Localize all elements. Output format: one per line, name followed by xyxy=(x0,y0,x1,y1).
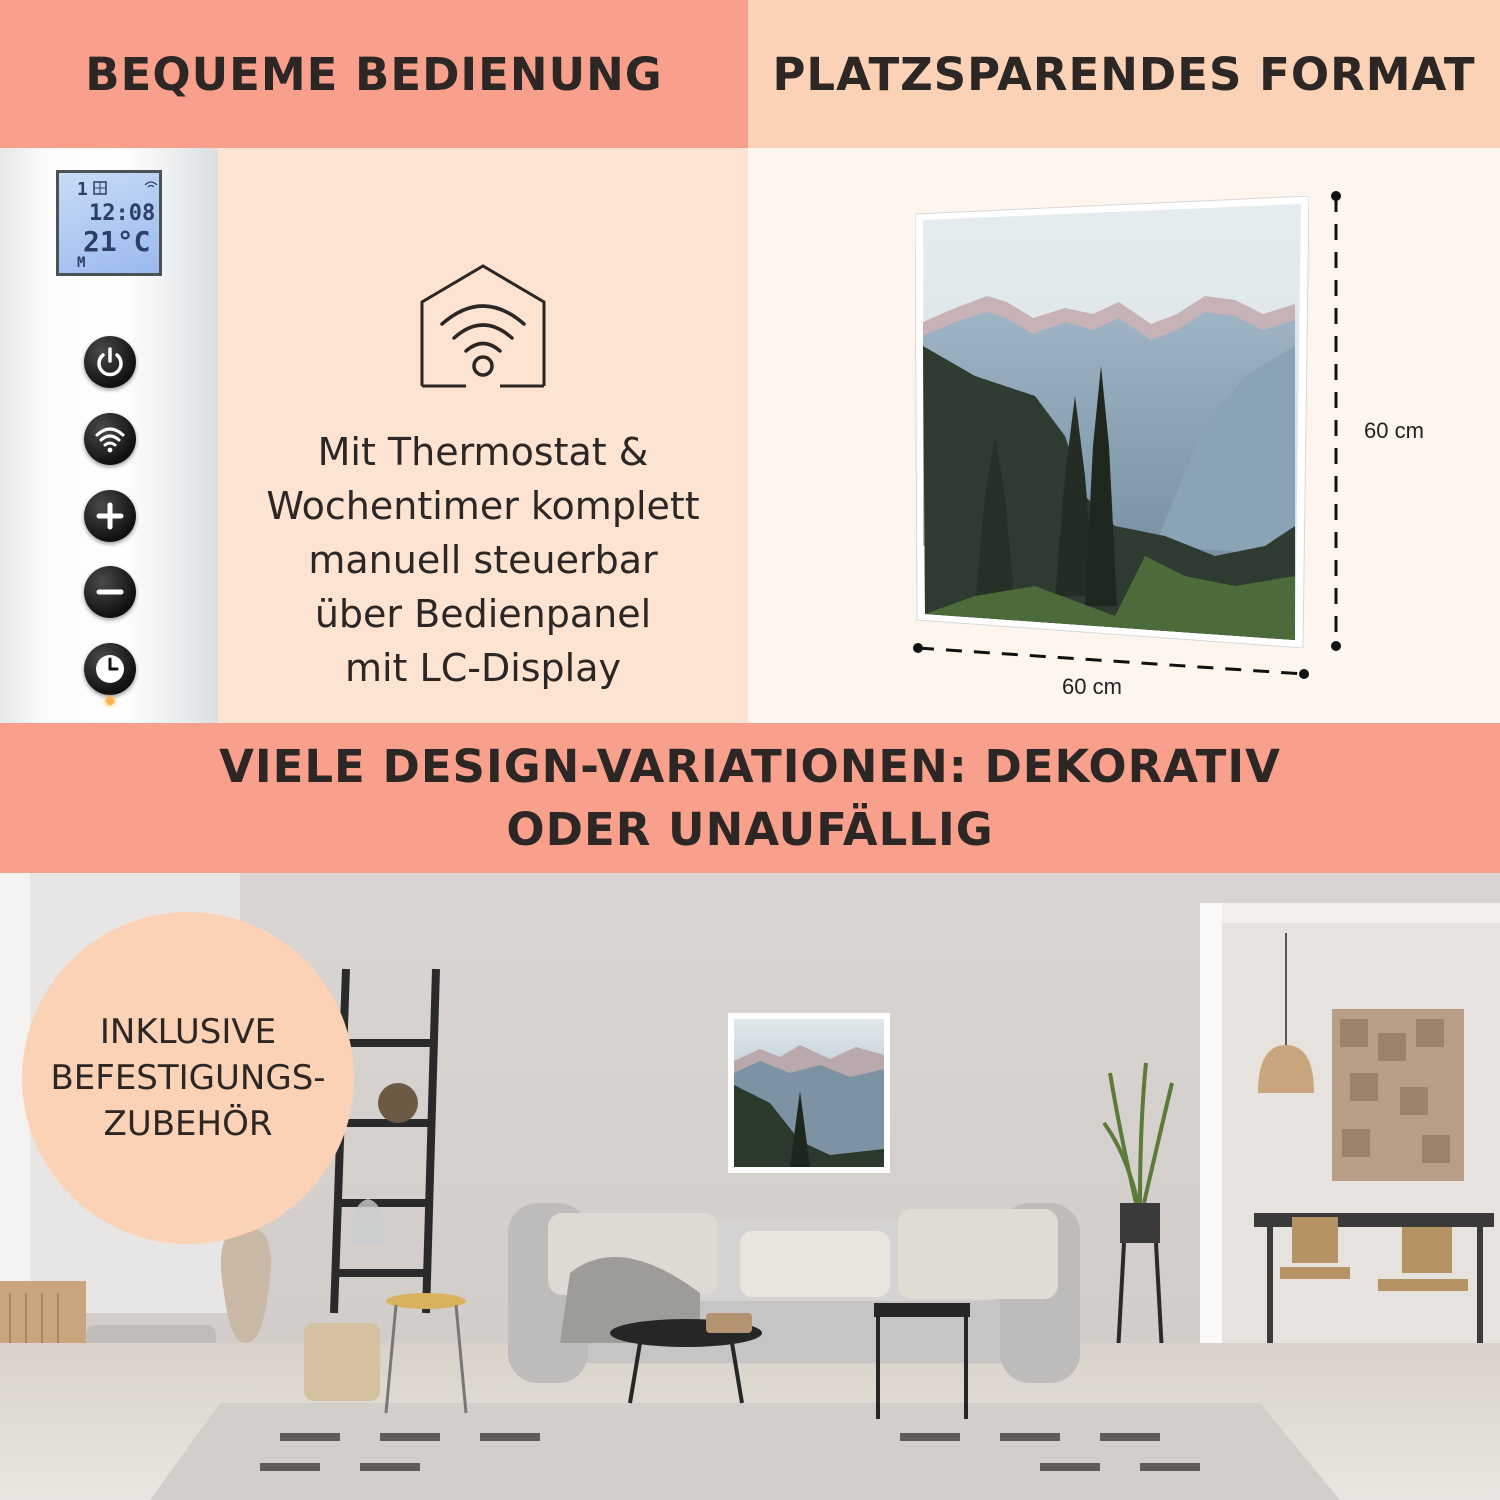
status-led xyxy=(106,697,114,705)
plus-icon xyxy=(84,490,136,542)
design-variations-text: VIELE DESIGN-VARIATIONEN: DEKORATIV ODER UNAUFÄLLIG xyxy=(219,740,1281,856)
description-line: Mit Thermostat & xyxy=(317,430,649,474)
lcd-wifi-icon xyxy=(143,179,159,191)
clock-button[interactable] xyxy=(84,643,136,695)
minus-icon xyxy=(84,566,136,618)
description-line: über Bedienpanel xyxy=(314,592,652,636)
width-dimension-label: 60 cm xyxy=(1062,674,1122,699)
plus-button[interactable] xyxy=(84,490,136,542)
lc-display xyxy=(56,170,162,276)
wifi-button[interactable] xyxy=(84,413,136,465)
badge-line: ZUBEHÖR xyxy=(103,1104,273,1144)
minus-button[interactable] xyxy=(84,566,136,618)
lcd-grid-icon xyxy=(93,181,107,195)
description-line: mit LC-Display xyxy=(344,646,622,690)
dimension-lines xyxy=(900,180,1350,690)
smart-home-wifi-icon xyxy=(418,262,548,390)
header-right-text: PLATZSPARENDES FORMAT xyxy=(772,47,1476,101)
height-dimension-label: 60 cm xyxy=(1364,418,1424,443)
power-button[interactable] xyxy=(84,336,136,388)
badge-line: INKLUSIVE xyxy=(99,1012,277,1052)
description-line: manuell steuerbar xyxy=(308,538,658,582)
header-right-title xyxy=(748,0,1500,148)
lcd-program-number: 1 xyxy=(77,179,88,200)
lcd-mode: M xyxy=(77,255,86,271)
mounting-accessories-badge xyxy=(22,912,354,1244)
power-icon xyxy=(84,336,136,388)
lcd-temperature: 21°C xyxy=(83,225,151,258)
lcd-time: 12:08 xyxy=(89,201,156,226)
clock-icon xyxy=(84,643,136,695)
description-line: Wochentimer komplett xyxy=(266,484,700,528)
header-left-title xyxy=(0,0,748,148)
design-variations-title xyxy=(0,723,1500,873)
header-left-text: BEQUEME BEDIENUNG xyxy=(85,47,663,101)
wifi-icon xyxy=(84,413,136,465)
feature-description xyxy=(218,425,748,695)
badge-line: BEFESTIGUNGS- xyxy=(50,1058,326,1098)
